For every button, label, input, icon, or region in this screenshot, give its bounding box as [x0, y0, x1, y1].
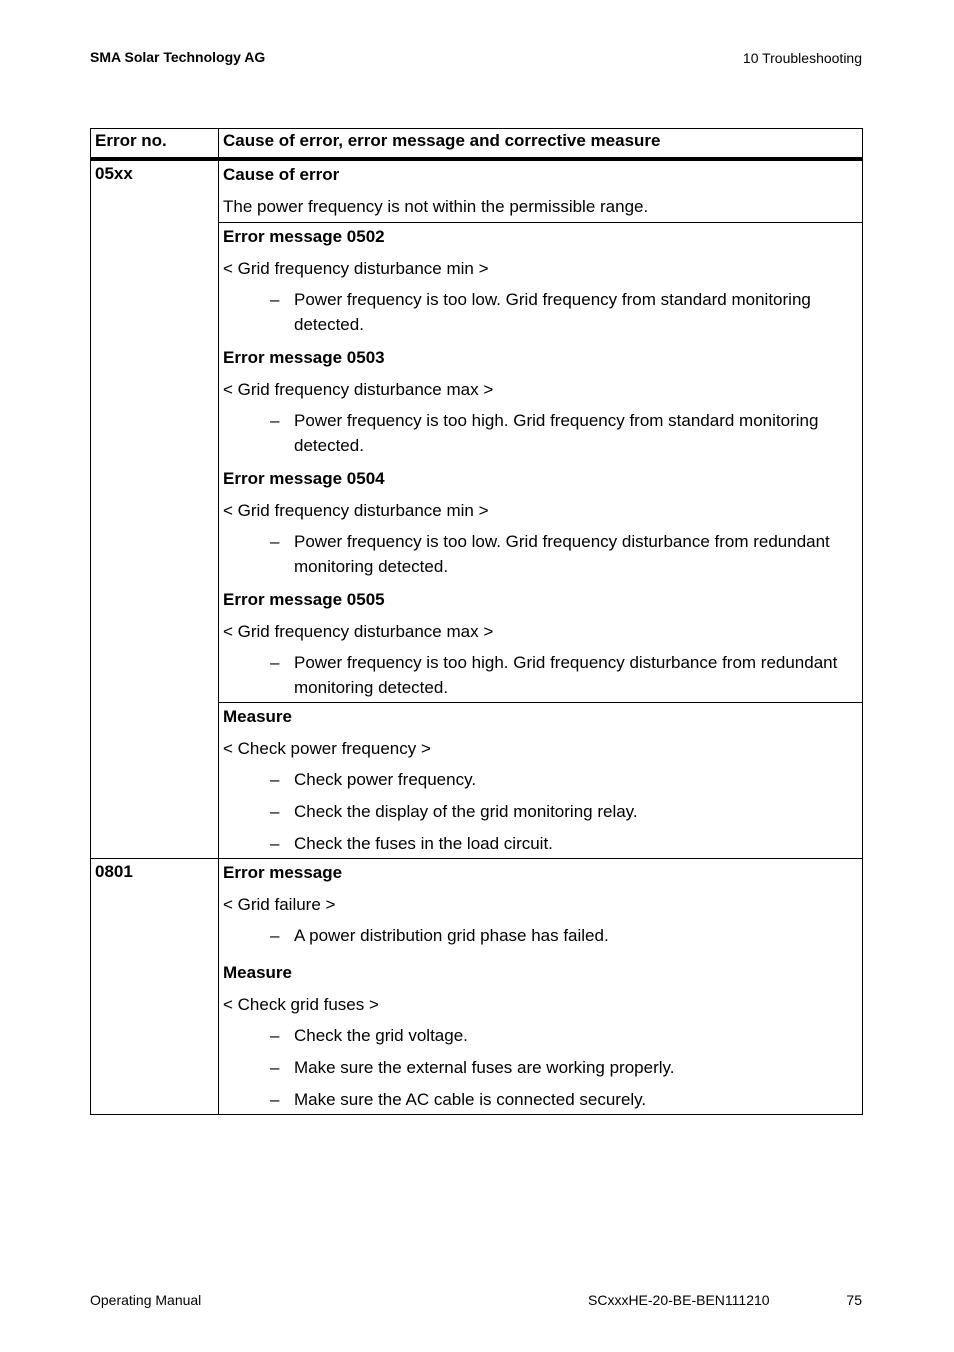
- list-item: [223, 287, 858, 337]
- measure-text: < Check power frequency >: [223, 739, 431, 758]
- error-message-title: Error message 0504: [223, 469, 385, 488]
- list-item: [223, 650, 858, 700]
- error-message-text: < Grid frequency disturbance min >: [223, 259, 489, 278]
- header-company: SMA Solar Technology AG: [90, 49, 266, 65]
- error-message-block: [223, 223, 858, 337]
- dash-bullet: –: [270, 802, 280, 821]
- dash-bullet: –: [270, 1058, 280, 1077]
- footer-page-number: 75: [846, 1292, 862, 1308]
- error-message-block: [223, 344, 858, 458]
- dash-bullet: –: [270, 411, 280, 430]
- error-0801-cell: [219, 859, 863, 1115]
- error-message-text: < Grid frequency disturbance max >: [223, 622, 494, 641]
- dash-bullet: –: [270, 653, 280, 672]
- dash-bullet: –: [270, 1026, 280, 1045]
- list-item: [223, 529, 858, 579]
- list-item-text: Check the grid voltage.: [294, 1026, 468, 1045]
- error-message-title: Error message 0503: [223, 348, 385, 367]
- dash-bullet: –: [270, 532, 280, 551]
- list-item-text: Check power frequency.: [294, 770, 477, 789]
- error-message-text: < Grid frequency disturbance max >: [223, 380, 494, 399]
- dash-bullet: –: [270, 290, 280, 309]
- dash-bullet: –: [270, 926, 280, 945]
- table-row: [91, 859, 863, 1115]
- cause-text: The power frequency is not within the permissible range.: [223, 197, 649, 216]
- error-message-block: [223, 586, 858, 700]
- cause-cell: [219, 159, 863, 223]
- footer-document-id: SCxxxHE-20-BE-BEN111210: [588, 1292, 770, 1308]
- list-item: [223, 1087, 858, 1112]
- error-message-title: Error message 0502: [223, 227, 385, 246]
- list-item-text: Power frequency is too low. Grid frequency disturbance from redundant monitoring detected.: [294, 532, 830, 576]
- list-item-text: A power distribution grid phase has failed.: [294, 926, 609, 945]
- measure-title: Measure: [223, 963, 292, 982]
- dash-bullet: –: [270, 770, 280, 789]
- footer-manual-title: Operating Manual: [90, 1292, 202, 1308]
- error-message-text: < Grid failure >: [223, 895, 336, 914]
- error-messages-cell: [219, 223, 863, 703]
- header-section: 10 Troubleshooting: [742, 50, 862, 66]
- list-item-text: Power frequency is too high. Grid frequency from standard monitoring detected.: [294, 411, 819, 455]
- list-item-text: Power frequency is too low. Grid frequency from standard monitoring detected.: [294, 290, 811, 334]
- list-item: [223, 767, 858, 792]
- measure-cell: [219, 703, 863, 859]
- list-item-text: Power frequency is too high. Grid frequency disturbance from redundant monitoring detected.: [294, 653, 838, 697]
- table-row: [91, 159, 863, 223]
- cause-title: Cause of error: [223, 165, 340, 184]
- list-item: [223, 799, 858, 824]
- column-header-cause: Cause of error, error message and corrective measure: [219, 129, 863, 160]
- dash-bullet: –: [270, 834, 280, 853]
- list-item: [223, 1055, 858, 1080]
- column-header-error-no: Error no.: [91, 129, 219, 160]
- error-message-title: Error message 0505: [223, 590, 385, 609]
- list-item: [223, 831, 858, 856]
- list-item-text: Make sure the external fuses are working properly.: [294, 1058, 675, 1077]
- error-message-title: Error message: [223, 863, 343, 882]
- list-item-text: Check the fuses in the load circuit.: [294, 834, 553, 853]
- list-item-text: Check the display of the grid monitoring relay.: [294, 802, 638, 821]
- dash-bullet: –: [270, 1090, 280, 1109]
- measure-title: Measure: [223, 707, 292, 726]
- troubleshooting-table: [90, 128, 863, 1115]
- error-no-05xx: 05xx: [91, 159, 219, 859]
- error-message-text: < Grid frequency disturbance min >: [223, 501, 489, 520]
- measure-text: < Check grid fuses >: [223, 995, 379, 1014]
- error-message-block: [223, 465, 858, 579]
- error-no-0801: 0801: [91, 859, 219, 1115]
- list-item-text: Make sure the AC cable is connected securely.: [294, 1090, 647, 1109]
- list-item: [223, 923, 858, 948]
- list-item: [223, 1023, 858, 1048]
- list-item: [223, 408, 858, 458]
